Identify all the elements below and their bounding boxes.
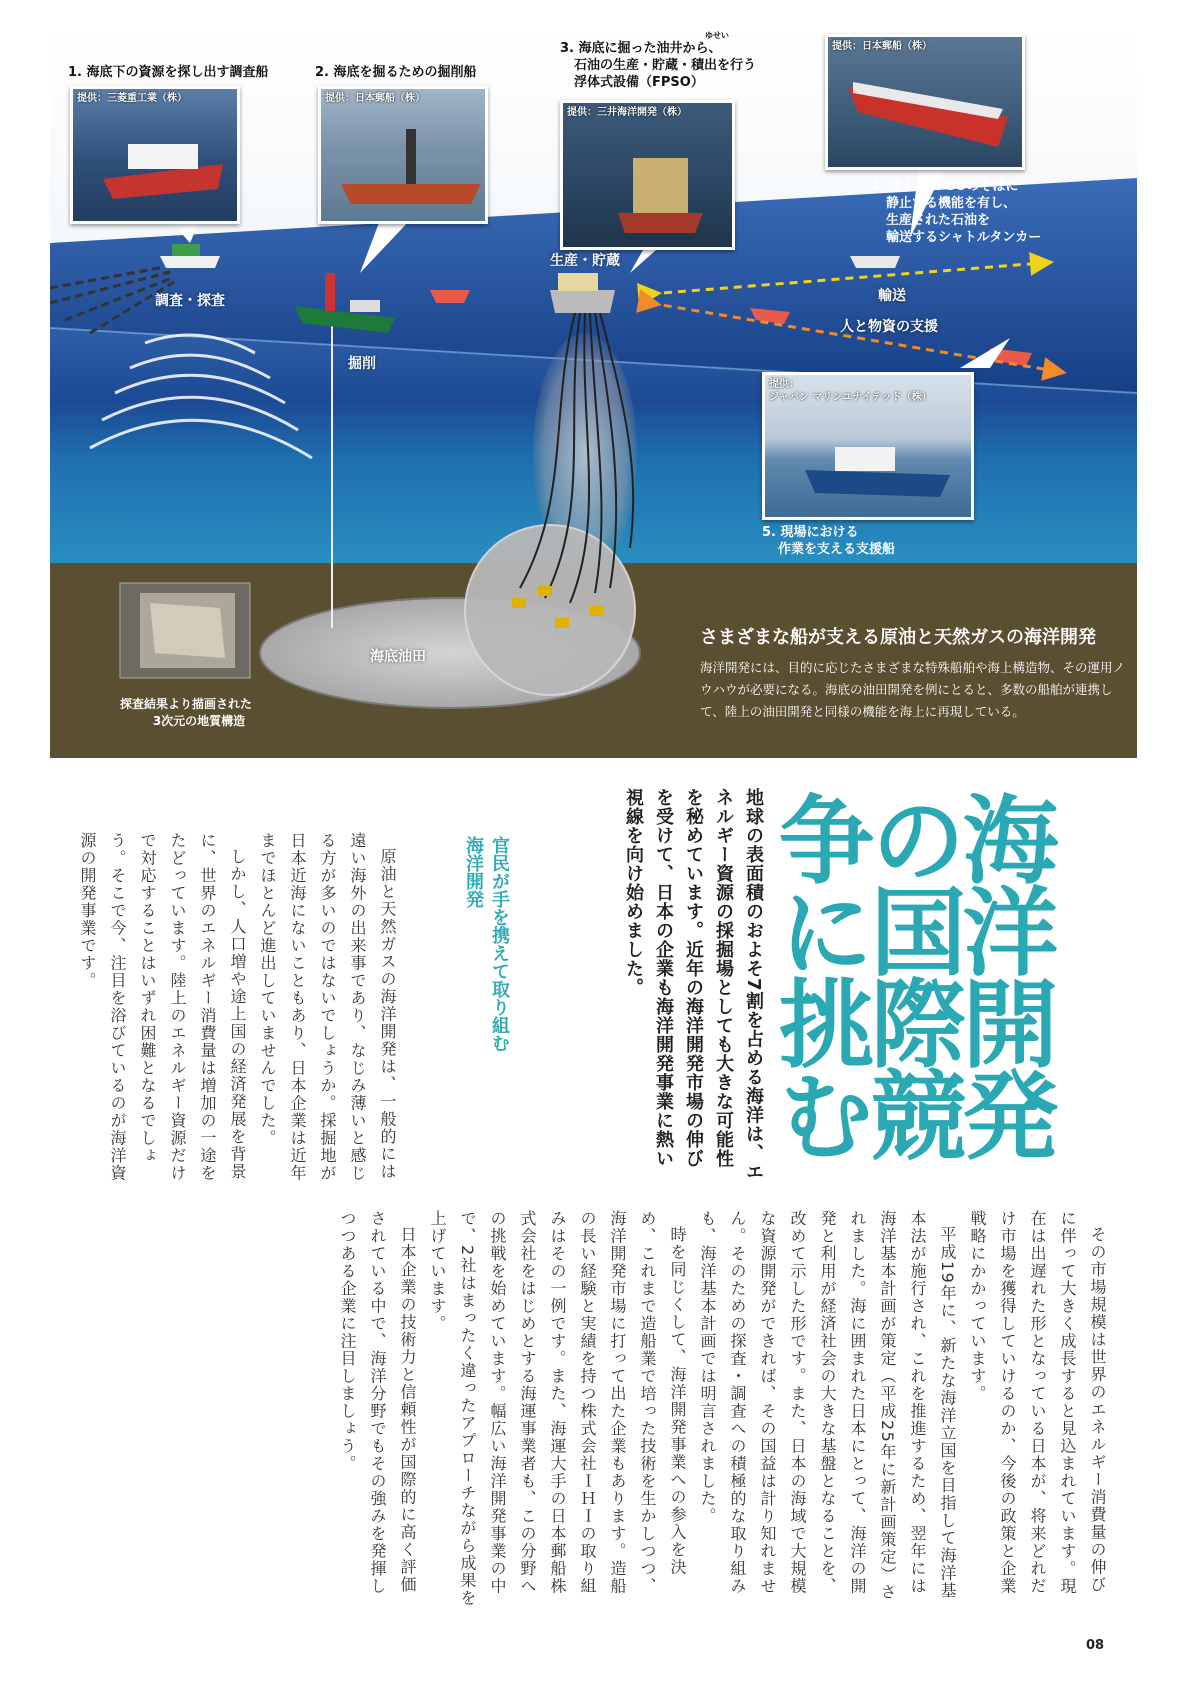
caption-ship4	[870, 178, 1041, 246]
credit-2: 提供：日本郵船（株）	[325, 93, 425, 104]
infographic	[50, 28, 1137, 758]
seabed-zoom	[465, 525, 635, 695]
label-support: 人と物資の支援	[840, 319, 938, 335]
caption-ship5-line2: 作業を支える支援船	[778, 542, 896, 557]
info-box	[700, 623, 1130, 723]
caption-ship3-line3: 浮体式設備（FPSO）	[574, 75, 704, 90]
photo-support-vessel	[762, 372, 974, 520]
caption-ship4-line1: 4. 洋上でFPSOのそばに	[870, 179, 1019, 194]
paragraph-3: その市場規模は世界のエネルギー消費量の伸びに伴って大きく成長すると見込まれています。現在は出遅れた形となっている日本が、将来どれだけ市場を獲得していけるのか、今後の政策と企業戦略にかかっています。	[968, 1210, 1107, 1595]
shuttle-tanker-small	[850, 256, 900, 268]
credit-1: 提供：三菱重工業（株）	[77, 93, 187, 104]
caption-geology-line2: 3次元の地質構造	[152, 714, 246, 728]
label-production: 生産・貯蔵	[550, 253, 620, 269]
label-drilling: 掘削	[348, 356, 376, 372]
caption-ship4-line3: 生産された石油を	[886, 213, 991, 228]
caption-ship3-line2: 石油の生産・貯蔵・積出を行う	[574, 58, 757, 73]
paragraph-2: しかし、人口増や途上国の経済発展を背景に、世界のエネルギー消費量は増加の一途をたどっています。陸上のエネルギー資源だけで対応することはいずれ困難となるでしょう。そこで今、注目を浴びているのが海洋資源の開発事業です。	[78, 832, 247, 1182]
caption-ship2: 2. 海底を掘るための掘削船	[315, 65, 477, 80]
caption-ship1: 1. 海底下の資源を探し出す調査船	[68, 65, 269, 80]
article-body-upper	[72, 832, 402, 1187]
caption-geology	[120, 696, 252, 730]
paragraph-4: 平成19年に、新たな海洋立国を目指して海洋基本法が施行され、これを推進するため、翌年には海洋基本計画が策定（平成25年に新計画策定）されました。海に囲まれた日本にとって、海洋の開発と利用が経済社会の大きな基盤となることを、改めて示した形です。また、日本の海域で大規模な資源開発ができれば、その国益は計り知れません。そのための探査・調査への積極的な取り組みも、海洋基本計画では明言されました。	[698, 1210, 957, 1601]
section-heading-line1: 官民が手を携えて取り組む	[489, 836, 510, 1052]
label-survey: 調査・探査	[155, 293, 225, 309]
caption-ship3	[560, 40, 756, 91]
caption-ship4-line2: 静止する機能を有し、	[886, 196, 1017, 211]
article-lead: 地球の表面積のおよそ7割を占める海洋は、エネルギー資源の採掘場としても大きな可能性を秘めています。近年の海洋開発市場の伸びを受けて、日本の企業も海洋開発事業に熱い視線を向け始めました。	[623, 788, 764, 1182]
credit-5-line1: 提供：	[769, 379, 799, 390]
credit-5-line2: ジャパン マリンユナイテッド（株）	[769, 392, 932, 403]
caption-ship3-ruby: ゆせい	[705, 31, 729, 40]
info-box-text: 海洋開発には、目的に応じたさまざまな特殊船舶や海上構造物、その運用ノウハウが必要になる。海底の油田開発を例にとると、多数の船舶が連携して、陸上の油田開発と同様の機能を海上に再現している。	[700, 660, 1126, 719]
geology-3d-model	[120, 583, 250, 678]
caption-ship3-line1: 3. 海底に掘った油井から、	[560, 41, 722, 56]
info-box-title: さまざまな船が支える原油と天然ガスの海洋開発	[700, 627, 1096, 648]
article-title: 海洋開発の国際競争に挑む	[763, 790, 1059, 1158]
page-number: 08	[1086, 1638, 1105, 1653]
caption-geology-line1: 探査結果より描画された	[120, 697, 253, 711]
caption-ship5	[762, 524, 895, 558]
photo-survey-ship	[70, 86, 240, 224]
article-body-lower	[72, 1210, 1112, 1610]
label-transport: 輸送	[878, 288, 906, 304]
photo-fpso	[560, 100, 735, 250]
photo-drill-ship	[318, 86, 488, 224]
photo-shuttle-tanker	[825, 34, 1025, 170]
caption-ship4-line4: 輸送するシャトルタンカー	[886, 230, 1042, 245]
caption-ship5-line1: 5. 現場における	[762, 525, 859, 540]
paragraph-5: 時を同じくして、海洋開発事業への参入を決め、これまで造船業で培った技術を生かしつつ、海洋開発市場に打って出た企業もあります。造船の長い経験と実績を持つ株式会社ＩＨＩの取り組みはその一例です。また、海運大手の日本郵船株式会社をはじめとする海運事業者も、この分野への挑戦を始めています。幅広い海洋開発事業の中で、2社はまったく違ったアプローチながら成果を上げています。	[428, 1210, 687, 1607]
label-oilfield: 海底油田	[370, 649, 426, 665]
section-heading	[460, 836, 512, 1166]
paragraph-6: 日本企業の技術力と信頼性が国際的に高く評価されている中で、海洋分野でもその強みを発揮しつつある企業に注目しましょう。	[338, 1210, 417, 1595]
section-heading-line2: 海洋開発	[463, 836, 484, 908]
credit-5	[769, 378, 932, 404]
credit-4: 提供：日本郵船（株）	[832, 41, 932, 52]
credit-3: 提供：三井海洋開発（株）	[567, 107, 687, 118]
paragraph-1: 原油と天然ガスの海洋開発は、一般的には遠い海外の出来事であり、なじみ薄いと感じる方が多いのではないでしょうか。採掘地が日本近海にないこともあり、日本企業は近年までほとんど進出していませんでした。	[258, 832, 397, 1182]
